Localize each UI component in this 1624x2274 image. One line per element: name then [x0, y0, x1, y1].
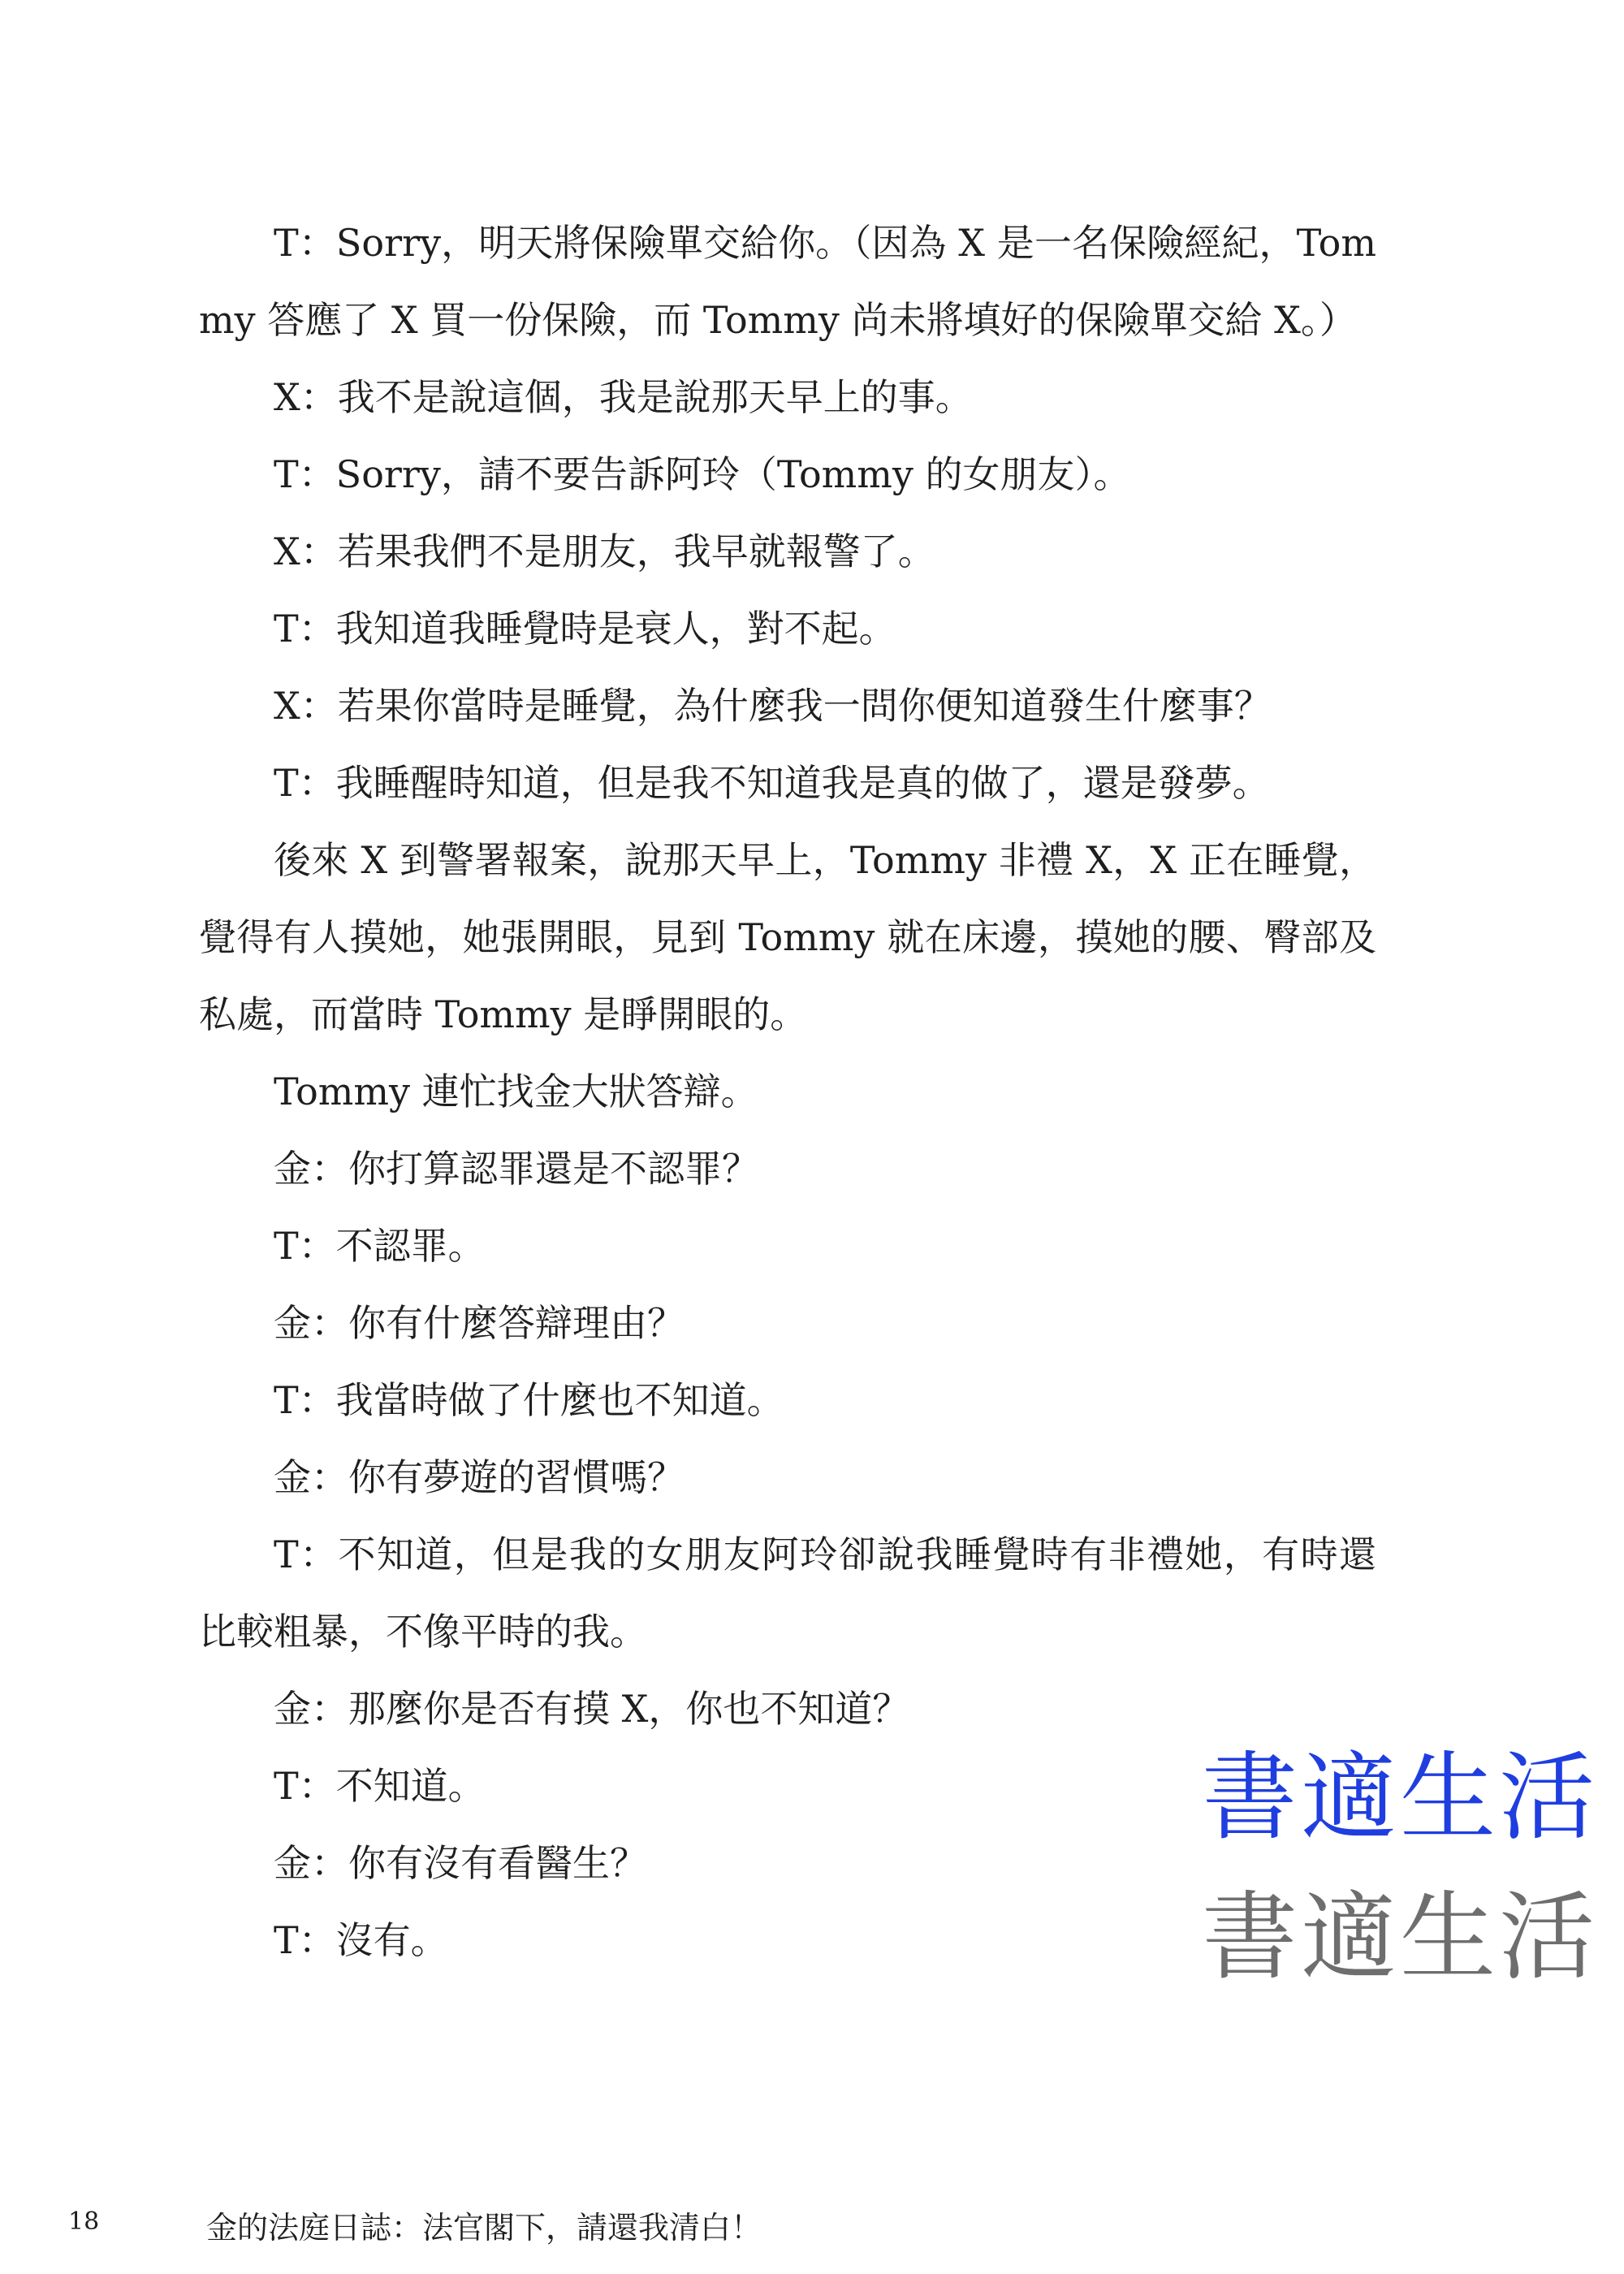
paragraph-19: T：沒有。 [274, 1918, 448, 1962]
page-body [199, 205, 1376, 1979]
paragraph-18: 金：你有沒有看醫生？ [274, 1841, 647, 1885]
paragraph-5: T：我知道我睡覺時是衰人，對不起。 [274, 607, 896, 651]
paragraph-7: T：我睡醒時知道，但是我不知道我是真的做了，還是發夢。 [274, 761, 1270, 805]
watermark-gray: 書適生活 [1202, 1881, 1599, 1993]
paragraph-9: Tommy 連忙找金大狀答辯。 [274, 1070, 758, 1113]
paragraph-17: T：不知道。 [274, 1764, 486, 1808]
paragraph-3: T：Sorry，請不要告訴阿玲（Tommy 的女朋友）。 [274, 452, 1131, 496]
page-number: 18 [68, 2207, 100, 2236]
page-footer [0, 2207, 1624, 2256]
paragraph-6: X：若果你當時是睡覺，為什麼我一問你便知道發生什麼事？ [274, 684, 1272, 728]
paragraph-4: X：若果我們不是朋友，我早就報警了。 [274, 530, 935, 573]
watermark-blue: 書適生活 [1202, 1741, 1599, 1853]
paragraph-15: T：不知道，但是我的女朋友阿玲卻說我睡覺時有非禮她，有時還比較粗暴，不像平時的我。 [199, 1533, 1376, 1654]
paragraph-12: 金：你有什麼答辯理由？ [274, 1301, 685, 1345]
paragraph-11: T：不認罪。 [274, 1224, 486, 1268]
paragraph-8: 後來 X 到警署報案，說那天早上，Tommy 非禮 X，X 正在睡覺，覺得有人摸她，她張開眼，見到 Tommy 就在床邊，摸她的腰、臀部及私處，而當時 Tommy 是睜開眼的。 [199, 838, 1376, 1036]
paragraph-2: X：我不是說這個，我是說那天早上的事。 [274, 375, 973, 419]
paragraph-14: 金：你有夢遊的習慣嗎？ [274, 1455, 685, 1499]
paragraph-10: 金：你打算認罪還是不認罪？ [274, 1147, 759, 1191]
paragraph-13: T：我當時做了什麼也不知道。 [274, 1378, 784, 1422]
paragraph-16: 金：那麼你是否有摸 X，你也不知道？ [274, 1687, 910, 1731]
running-title: 金的法庭日誌：法官閣下，請還我清白！ [206, 2210, 762, 2246]
paragraph-1: T：Sorry，明天將保險單交給你。（因為 X 是一名保險經紀，Tommy 答應了 X 買一份保險，而 Tommy 尚未將填好的保險單交給 X。） [199, 221, 1376, 342]
